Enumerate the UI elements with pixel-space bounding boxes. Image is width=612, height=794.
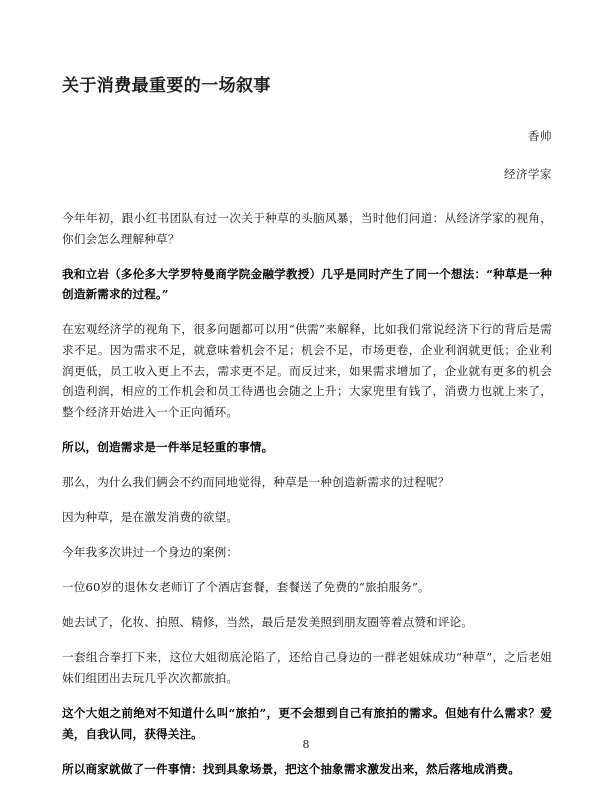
paragraph: 在宏观经济学的视角下，很多问题都可以用“供需”来解释，比如我们常说经济下行的背后是需求不足。因为需求不足，就意味着机会不足；机会不足，市场更卷，企业利润就更低；企业利润更低，员工收入更上不去，需求更不足。而反过来，如果需求增加了，企业就有更多的机会创造利润，相应的工作机会和员工待遇也会随之上升；大家兜里有钱了，消费力也就上来了，整个经济开始进入一个正向循环。 [62,322,552,419]
byline-author: 香帅 [528,129,552,143]
page-number: 8 [302,738,310,751]
paragraph: 我和立岩（多伦多大学罗特曼商学院金融学教授）几乎是同时产生了同一个想法：“种草是一种创造新需求的过程。” [62,266,552,302]
article-body [62,208,552,779]
paragraph: 这个大姐之前绝对不知道什么叫“旅拍”，更不会想到自己有旅拍的需求。但她有什么需求？爱美，自我认同，获得关注。 [62,706,552,741]
paragraph: 那么，为什么我们俩会不约而同地觉得，种草是一种创造新需求的过程呢？ [62,474,450,489]
paragraph: 一位60岁的退休女老师订了个酒店套餐，套餐送了免费的“旅拍服务”。 [62,580,430,595]
paragraph: 因为种草，是在激发消费的欲望。 [62,510,239,525]
paragraph: 今年年初，跟小红书团队有过一次关于种草的头脑风暴，当时他们问道：从经济学家的视角，你们会怎么理解种草？ [62,211,552,246]
paragraph: 一套组合拳打下来，这位大姐彻底沦陷了，还给自己身边的一群老姐妹成功“种草”，之后老姐妹们组团出去玩几乎次次都旅拍。 [62,650,552,685]
byline-role: 经济学家 [504,167,552,181]
paragraph: 她去试了，化妆、拍照、精修，当然，最后是发美照到朋友圈等着点赞和评论。 [62,615,474,630]
paragraph: 所以，创造需求是一件举足轻重的事情。 [62,439,274,454]
paragraph: 今年我多次讲过一个身边的案例： [62,545,239,560]
page-title: 关于消费最重要的一场叙事 [62,76,271,96]
paragraph: 所以商家就做了一件事情：找到具象场景，把这个抽象需求激发出来，然后落地成消费。 [62,761,521,776]
document-content [62,74,552,794]
